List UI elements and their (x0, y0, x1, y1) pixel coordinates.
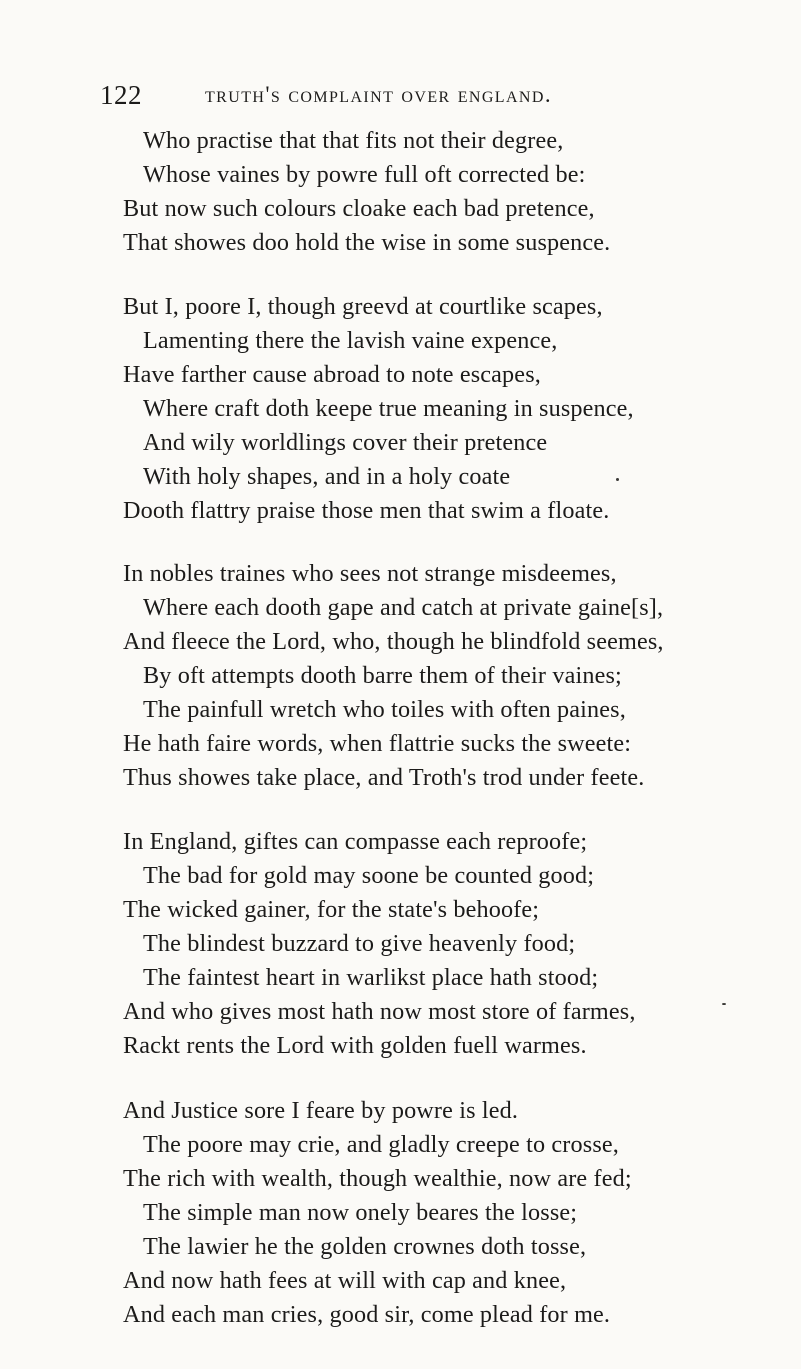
stanza-4 (0, 825, 801, 1063)
poem-line: The lawier he the golden crownes doth tosse, (143, 1233, 587, 1260)
poem-line: Thus showes take place, and Troth's trod under feete. (123, 764, 645, 791)
poem-line: With holy shapes, and in a holy coate (143, 463, 511, 490)
poem-line: And now hath fees at will with cap and knee, (123, 1267, 567, 1294)
poem-line: That showes doo hold the wise in some suspence. (123, 229, 611, 256)
poem-line: Rackt rents the Lord with golden fuell warmes. (123, 1032, 587, 1059)
poem-line: The wicked gainer, for the state's behoofe; (123, 896, 540, 923)
poem-line: He hath faire words, when flattrie sucks the sweete: (123, 730, 632, 757)
poem-line: But I, poore I, though greevd at courtlike scapes, (123, 293, 603, 320)
poem-line: And fleece the Lord, who, though he blindfold seemes, (123, 628, 664, 655)
poem-line: Where craft doth keepe true meaning in suspence, (143, 395, 634, 422)
stanza-5 (0, 1094, 801, 1332)
poem-line: The faintest heart in warlikst place hath stood; (143, 964, 599, 991)
poem-line: In nobles traines who sees not strange misdeemes, (123, 560, 617, 587)
poem-line: Where each dooth gape and catch at private gaine[s], (143, 594, 664, 621)
poem-line: By oft attempts dooth barre them of their vaines; (143, 662, 622, 689)
poem-line: And Justice sore I feare by powre is led. (123, 1097, 519, 1124)
poem-line: The blindest buzzard to give heavenly food; (143, 930, 576, 957)
poem-line: The rich with wealth, though wealthie, now are fed; (123, 1165, 632, 1192)
poem-line: Dooth flattry praise those men that swim a floate. (123, 497, 610, 524)
running-head (0, 80, 801, 112)
poem-line: The simple man now onely beares the losse; (143, 1199, 578, 1226)
page-number: 122 (100, 80, 142, 110)
poem-line: The painfull wretch who toiles with often paines, (143, 696, 626, 723)
poem (0, 124, 801, 1354)
poem-line: But now such colours cloake each bad pretence, (123, 195, 595, 222)
poem-line: The bad for gold may soone be counted good; (143, 862, 595, 889)
stanza-3 (0, 557, 801, 795)
ink-speck (616, 478, 619, 481)
stanza-2 (0, 290, 801, 528)
running-title: truth's complaint over england. (205, 82, 552, 107)
poem-line: And wily worldlings cover their pretence (143, 429, 548, 456)
poem-line: The poore may crie, and gladly creepe to crosse, (143, 1131, 619, 1158)
poem-line: And each man cries, good sir, come plead for me. (123, 1301, 611, 1328)
poem-line: In England, giftes can compasse each reproofe; (123, 828, 588, 855)
poem-line: Have farther cause abroad to note escapes, (123, 361, 541, 388)
stanza-1 (0, 124, 801, 260)
poem-line: And who gives most hath now most store of farmes, (123, 998, 636, 1025)
poem-line: Whose vaines by powre full oft corrected be: (143, 161, 586, 188)
poem-line: Lamenting there the lavish vaine expence, (143, 327, 558, 354)
ink-speck (722, 1003, 726, 1005)
poem-line: Who practise that that fits not their degree, (143, 127, 564, 154)
